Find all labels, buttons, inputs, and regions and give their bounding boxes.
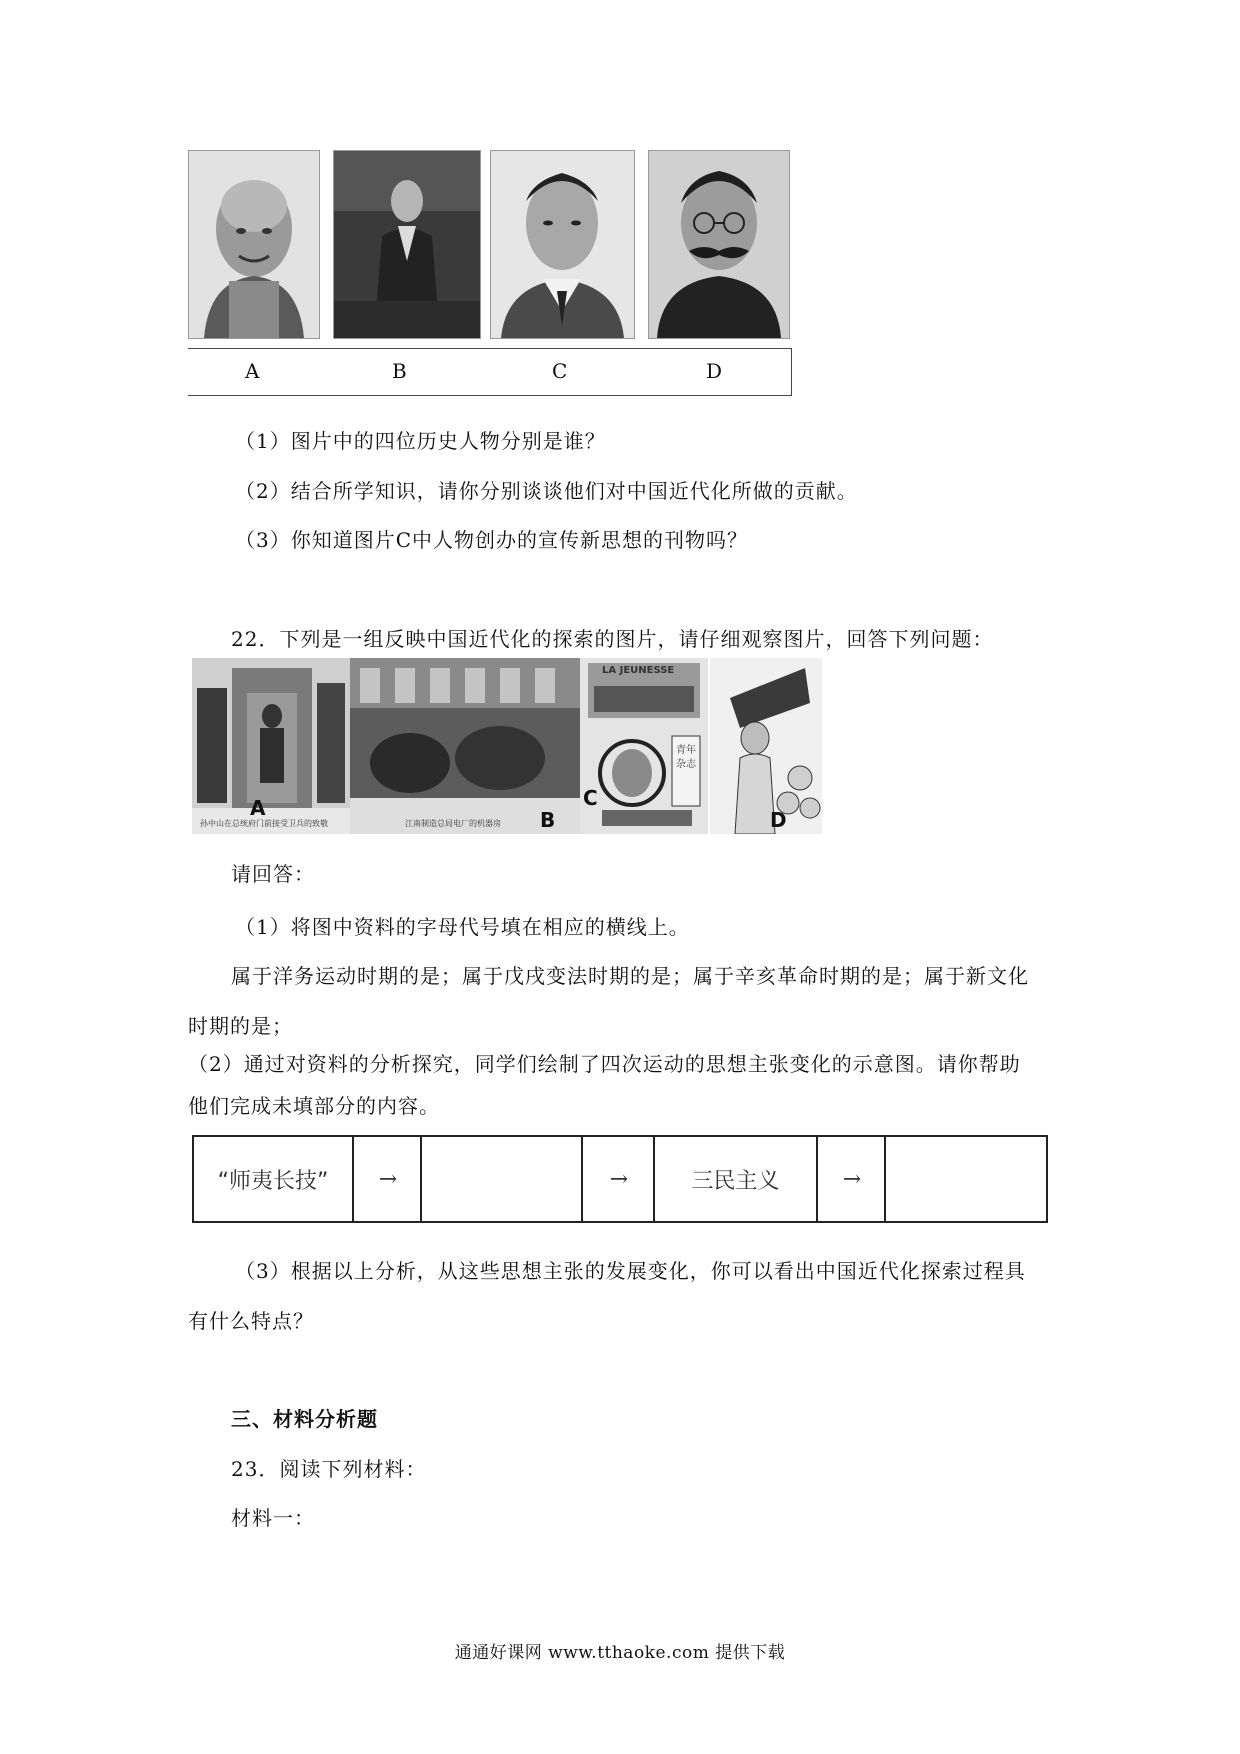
flow-box-4 [884, 1135, 1048, 1223]
flow-box-3: 三民主义 [653, 1135, 818, 1223]
q22-sub1-line1: 属于洋务运动时期的是；属于戊戌变法时期的是；属于辛亥革命时期的是；属于新文化 [231, 964, 1029, 988]
photo-c-side: 青年杂志 [676, 745, 696, 770]
portrait-d-image [649, 151, 789, 338]
portrait-label-c: C [552, 359, 568, 383]
q22-title: 22．下列是一组反映中国近代化的探索的图片，请仔细观察图片，回答下列问题： [231, 627, 994, 651]
portrait-c-image [491, 151, 634, 338]
flow-box-2 [420, 1135, 583, 1223]
photo-c [580, 658, 708, 834]
photo-a [192, 658, 350, 834]
portrait-a-image [189, 151, 319, 338]
flow-arrow-1: → [354, 1135, 422, 1223]
photo-c-letter: C [583, 786, 598, 810]
portrait-a [188, 150, 320, 339]
photo-b-letter: B [540, 808, 556, 832]
photo-d-image [710, 658, 822, 834]
photo-d [710, 658, 822, 834]
flow-arrow-2: → [583, 1135, 655, 1223]
photo-b-caption: 江南制造总局电厂的机器房 [405, 819, 501, 828]
portrait-d [648, 150, 790, 339]
photo-a-caption: 孙中山在总统府门前接受卫兵的致敬 [200, 819, 328, 828]
photo-b [350, 658, 580, 834]
q22-sub1-line2: 时期的是； [188, 1014, 293, 1038]
portrait-labels-row [188, 348, 792, 396]
q21-item-2: （2）结合所学知识，请你分别谈谈他们对中国近代化所做的贡献。 [235, 479, 858, 503]
q22-sub3-line2: 有什么特点？ [188, 1309, 314, 1333]
q23-title: 23．阅读下列材料： [231, 1457, 427, 1481]
flow-arrow-3: → [818, 1135, 886, 1223]
photo-a-letter: A [250, 796, 266, 820]
portrait-b-image [334, 151, 480, 338]
portrait-label-b: B [392, 359, 407, 383]
q22-sub2-line1: （2）通过对资料的分析探究，同学们绘制了四次运动的思想主张变化的示意图。请你帮助 [188, 1052, 1021, 1076]
photo-a-image [192, 658, 350, 834]
portrait-b [333, 150, 481, 339]
flow-box-1: “师夷长技” [192, 1135, 354, 1223]
q21-item-1: （1）图片中的四位历史人物分别是谁？ [235, 429, 606, 453]
q21-item-3: （3）你知道图片C中人物创办的宣传新思想的刊物吗？ [235, 528, 749, 552]
page-footer: 通通好课网 www.tthaoke.com 提供下载 [454, 1643, 786, 1663]
portrait-label-d: D [706, 359, 723, 383]
photo-d-letter: D [770, 808, 787, 832]
q22-sub1: （1）将图中资料的字母代号填在相应的横线上。 [235, 915, 690, 939]
q22-sub3-line1: （3）根据以上分析，从这些思想主张的发展变化，你可以看出中国近代化探索过程具 [235, 1259, 1026, 1283]
portrait-c [490, 150, 635, 339]
section3-heading: 三、材料分析题 [231, 1407, 378, 1431]
q22-sub2-line2: 他们完成未填部分的内容。 [188, 1094, 440, 1118]
portrait-label-a: A [245, 359, 260, 383]
photo-c-header: LA JEUNESSE [602, 665, 675, 676]
q22-prompt: 请回答： [231, 862, 315, 886]
material1-label: 材料一： [231, 1506, 315, 1530]
